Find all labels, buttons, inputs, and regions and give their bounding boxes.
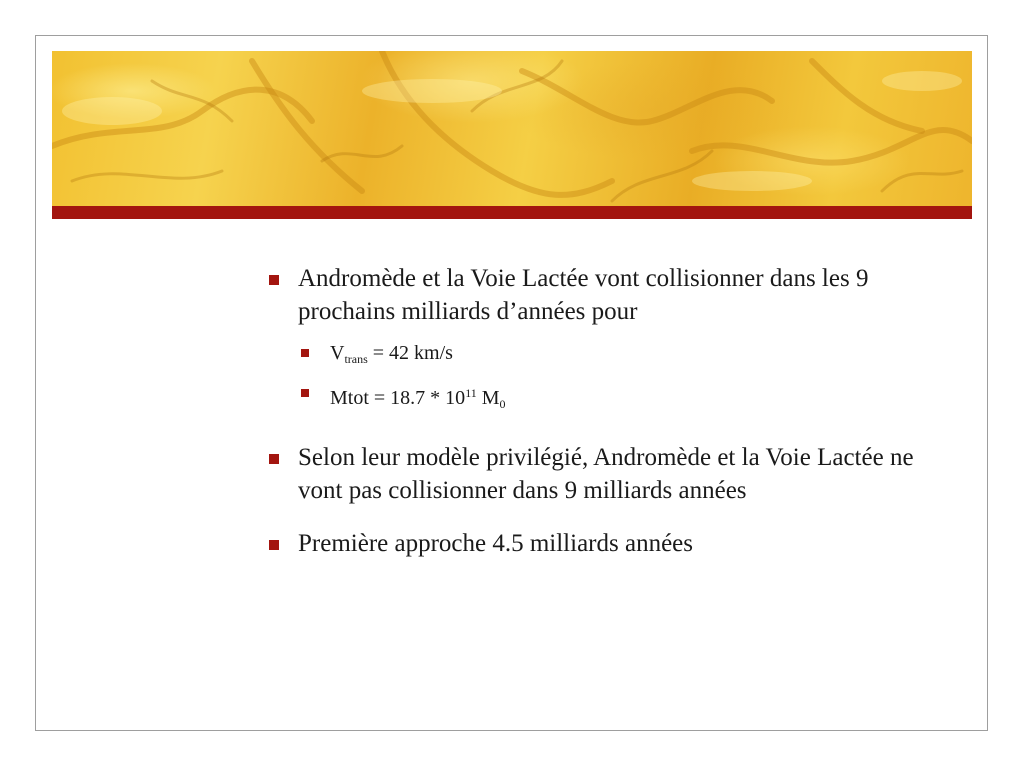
sub-bullet-list	[298, 336, 956, 421]
bullet-item	[266, 441, 956, 507]
slide-content	[266, 262, 956, 580]
velocity-symbol: V	[330, 342, 345, 364]
bullet-square-icon	[269, 275, 279, 285]
bullet-item	[266, 527, 956, 560]
velocity-subscript: trans	[344, 352, 368, 366]
bullet-item	[266, 262, 956, 421]
mass-unit-subscript: 0	[499, 397, 506, 411]
mass-unit: M	[476, 387, 500, 409]
bullet-text: Première approche 4.5 milliards années	[298, 530, 693, 557]
mass-prefix: Mtot = 18.7 * 10	[330, 387, 466, 409]
header-banner-image	[52, 51, 972, 206]
sub-bullet-item	[298, 336, 956, 376]
velocity-value: = 42 km/s	[367, 342, 453, 364]
bullet-square-icon	[269, 454, 279, 464]
header-accent-bar	[52, 206, 972, 219]
sub-bullet-item	[298, 376, 956, 421]
bullet-text: Andromède et la Voie Lactée vont collisionner dans les 9 prochains milliards d’années pour	[298, 265, 869, 325]
bullet-text: Selon leur modèle privilégié, Andromède et la Voie Lactée ne vont pas collisionner dans 9 milliards années	[298, 444, 914, 504]
sub-bullet-square-icon	[301, 349, 309, 357]
bullet-square-icon	[269, 540, 279, 550]
mass-exponent: 11	[465, 386, 477, 400]
sub-bullet-square-icon	[301, 389, 309, 397]
banner-texture	[52, 51, 972, 206]
